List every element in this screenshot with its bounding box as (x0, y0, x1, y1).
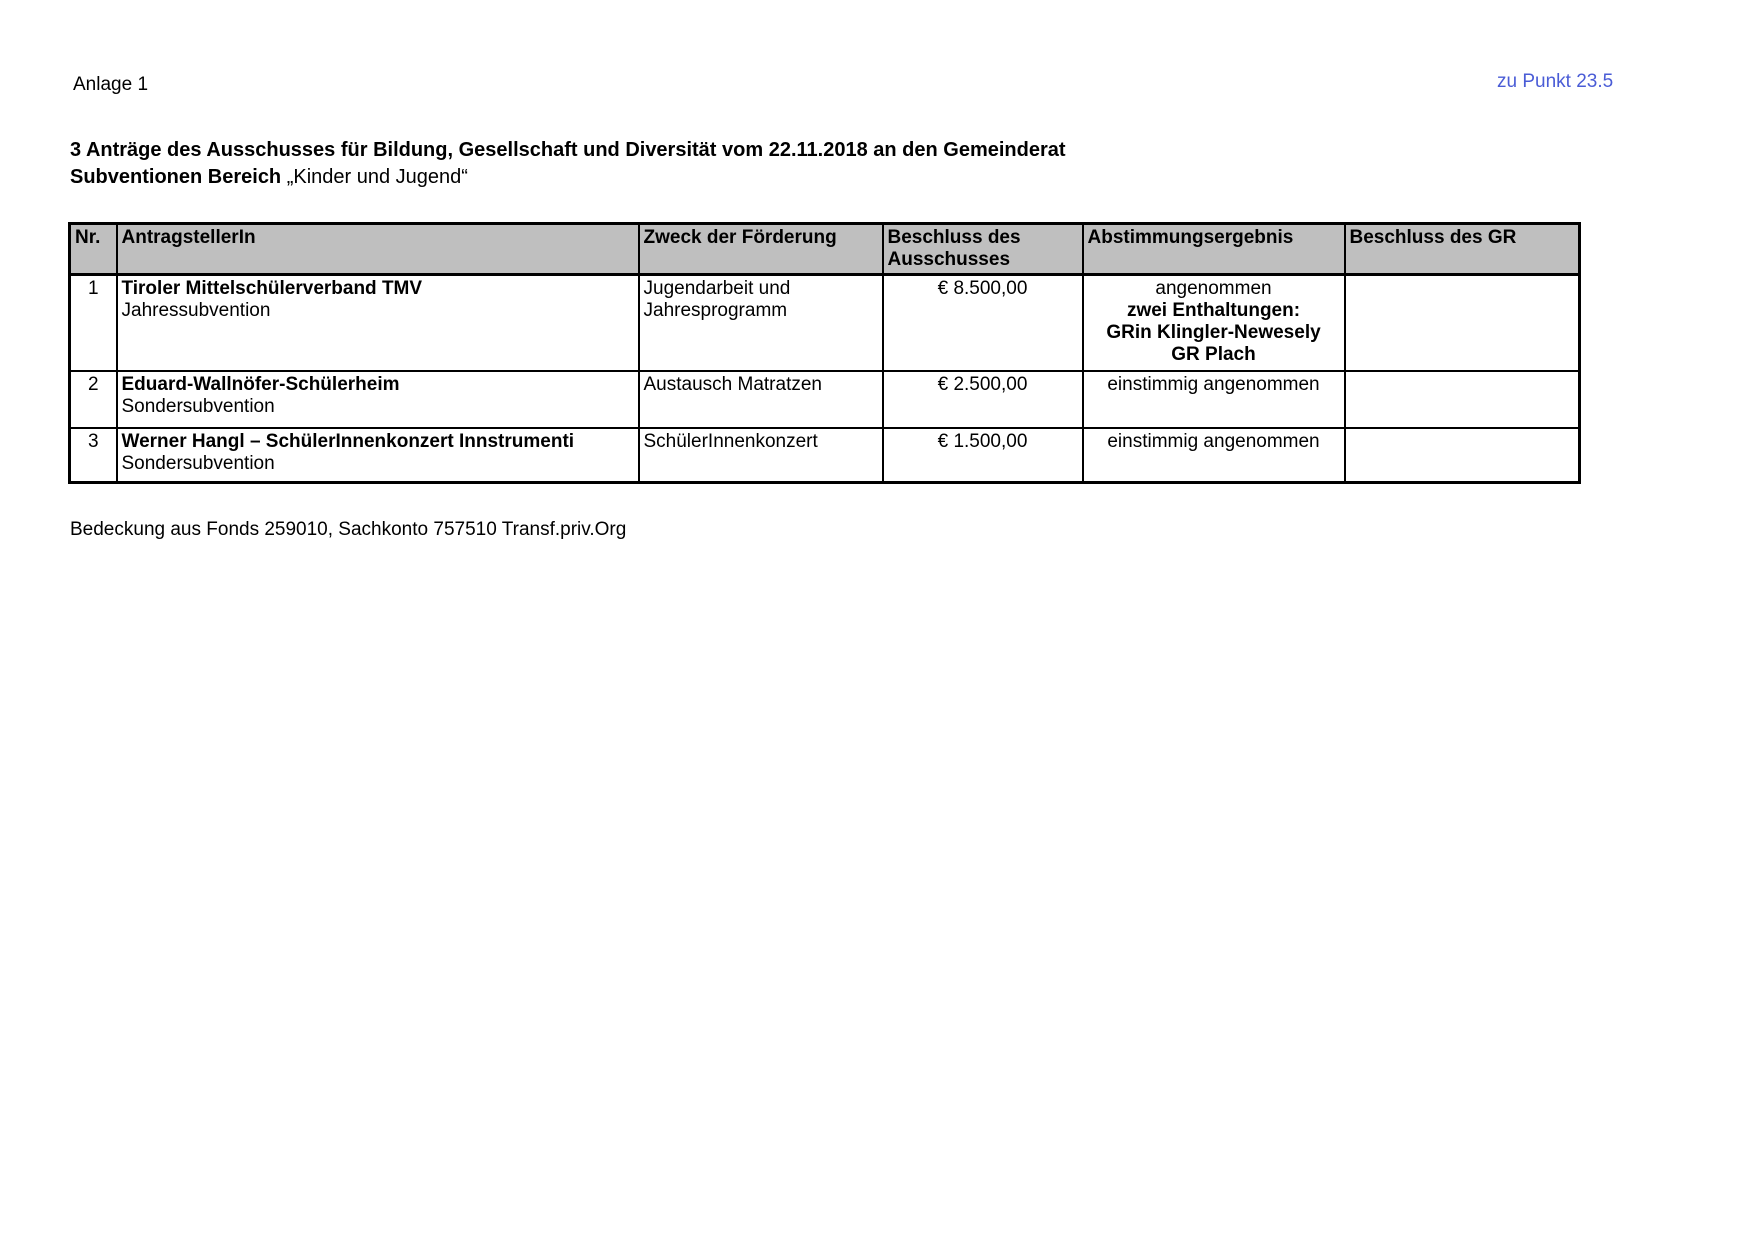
vote-result-cell (1083, 275, 1345, 371)
applicant-cell (117, 428, 639, 483)
gr-decision-cell (1345, 371, 1580, 428)
col-header-beschluss-gr: Beschluss des GR (1345, 224, 1580, 275)
row-number: 3 (70, 428, 117, 483)
col-header-beschluss-ausschuss: Beschluss des Ausschusses (883, 224, 1083, 275)
amount-cell: € 1.500,00 (883, 428, 1083, 483)
heading-line2-rest: „Kinder und Jugend“ (281, 166, 468, 188)
vote-result-line: einstimmig angenommen (1107, 373, 1320, 395)
amount-cell: € 8.500,00 (883, 275, 1083, 371)
applicant-name: Tiroler Mittelschülerverband TMV (121, 278, 423, 299)
applicant-subtype: Sondersubvention (121, 452, 275, 474)
gr-decision-cell (1345, 275, 1580, 371)
applicant-subtype: Sondersubvention (121, 395, 275, 417)
applicant-name: Werner Hangl – SchülerInnenkonzert Innstrumenti (121, 430, 575, 452)
vote-result-cell (1083, 371, 1345, 428)
purpose-cell: SchülerInnenkonzert (639, 428, 883, 483)
col-header-nr: Nr. (70, 224, 117, 275)
col-header-antragsteller: AntragstellerIn (117, 224, 639, 275)
col-header-zweck: Zweck der Förderung (639, 224, 883, 275)
purpose-cell: Austausch Matratzen (639, 371, 883, 428)
heading-line1: 3 Anträge des Ausschusses für Bildung, Gesellschaft und Diversität vom 22.11.2018 an den Gemeinderat (70, 139, 1066, 161)
table-row (70, 275, 1580, 371)
vote-result-line: GRin Klingler-Newesely (1106, 322, 1321, 343)
heading-line2-bold: Subventionen Bereich (70, 166, 282, 188)
vote-result-line: GR Plach (1171, 344, 1256, 365)
vote-result-line: angenommen (1155, 278, 1272, 299)
table-header-row (70, 224, 1580, 275)
heading-line2 (70, 164, 1066, 191)
applicant-cell (117, 371, 639, 428)
table-row (70, 371, 1580, 428)
row-number: 1 (70, 275, 117, 371)
funding-source-note: Bedeckung aus Fonds 259010, Sachkonto 757510 Transf.priv.Org (70, 519, 627, 540)
subsidy-table (68, 222, 1581, 484)
document-heading (70, 137, 1066, 191)
applicant-subtype: Jahressubvention (121, 300, 271, 321)
amount-cell: € 2.500,00 (883, 371, 1083, 428)
anlage-label: Anlage 1 (73, 74, 149, 95)
purpose-cell: Jugendarbeit und Jahresprogramm (639, 275, 883, 371)
applicant-name: Eduard-Wallnöfer-Schülerheim (121, 373, 400, 395)
col-header-abstimmungsergebnis: Abstimmungsergebnis (1083, 224, 1345, 275)
gr-decision-cell (1345, 428, 1580, 483)
vote-result-cell (1083, 428, 1345, 483)
vote-result-line: zwei Enthaltungen: (1126, 300, 1301, 321)
vote-result-line: einstimmig angenommen (1107, 430, 1320, 452)
punkt-reference-link[interactable]: zu Punkt 23.5 (1497, 71, 1614, 92)
applicant-cell (117, 275, 639, 371)
row-number: 2 (70, 371, 117, 428)
table-row (70, 428, 1580, 483)
